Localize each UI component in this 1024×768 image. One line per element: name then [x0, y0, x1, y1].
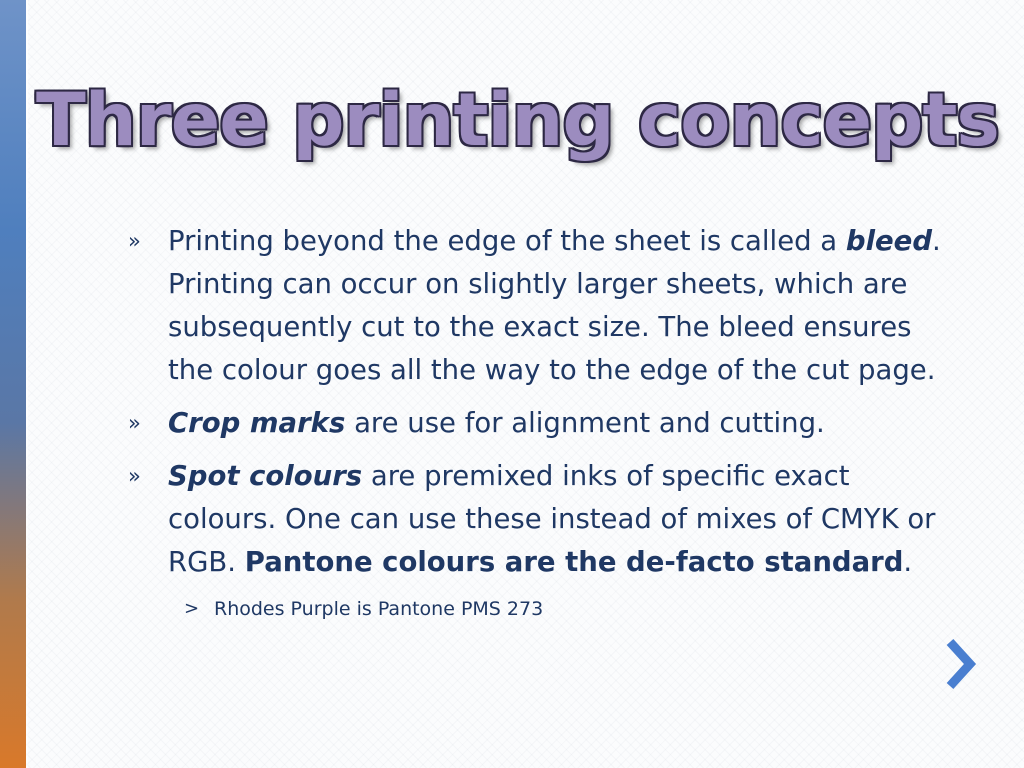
left-accent-bar — [0, 0, 26, 768]
sub-bullet-marker: > — [184, 598, 200, 619]
bullet-text — [168, 460, 936, 578]
bullet-end-text: . — [903, 546, 913, 578]
bullet-suffix-text: . Printing can occur on slightly larger sheets, which are subsequently cut to the exact size. The bleed ensures the colour goes all the way to the edge of the cut page. — [168, 225, 941, 386]
bullet-rest-text: are use for alignment and cutting. — [345, 407, 825, 439]
bullet-rest-text: are premixed inks of specific exact colours. One can use these instead of mixes of CMYK or RGB. — [168, 460, 936, 578]
bullet-spot-colours — [128, 455, 948, 584]
left-accent-bar-edge — [26, 0, 28, 768]
term-bleed: bleed — [845, 225, 933, 257]
term-spot-colours: Spot colours — [168, 460, 363, 492]
bullet-marker: » — [128, 464, 141, 488]
sub-bullet-text: Rhodes Purple is Pantone PMS 273 — [214, 598, 544, 620]
bullet-text — [168, 407, 825, 439]
bullet-marker: » — [128, 411, 141, 435]
chevron-right-icon[interactable] — [940, 636, 980, 692]
bullet-marker: » — [128, 229, 141, 253]
bullet-prefix-text: Printing beyond the edge of the sheet is called a — [168, 225, 838, 257]
bullet-bleed — [128, 220, 948, 392]
bullet-text — [168, 225, 941, 386]
sub-bullet-rhodes-purple — [128, 594, 948, 624]
pantone-statement: Pantone colours are the de-facto standard — [244, 546, 904, 578]
next-slide-chevron-svg — [940, 636, 980, 692]
term-crop-marks: Crop marks — [168, 407, 346, 439]
bullet-crop-marks — [128, 402, 948, 445]
slide-title: Three printing concepts — [36, 78, 999, 163]
slide-body — [128, 220, 948, 624]
